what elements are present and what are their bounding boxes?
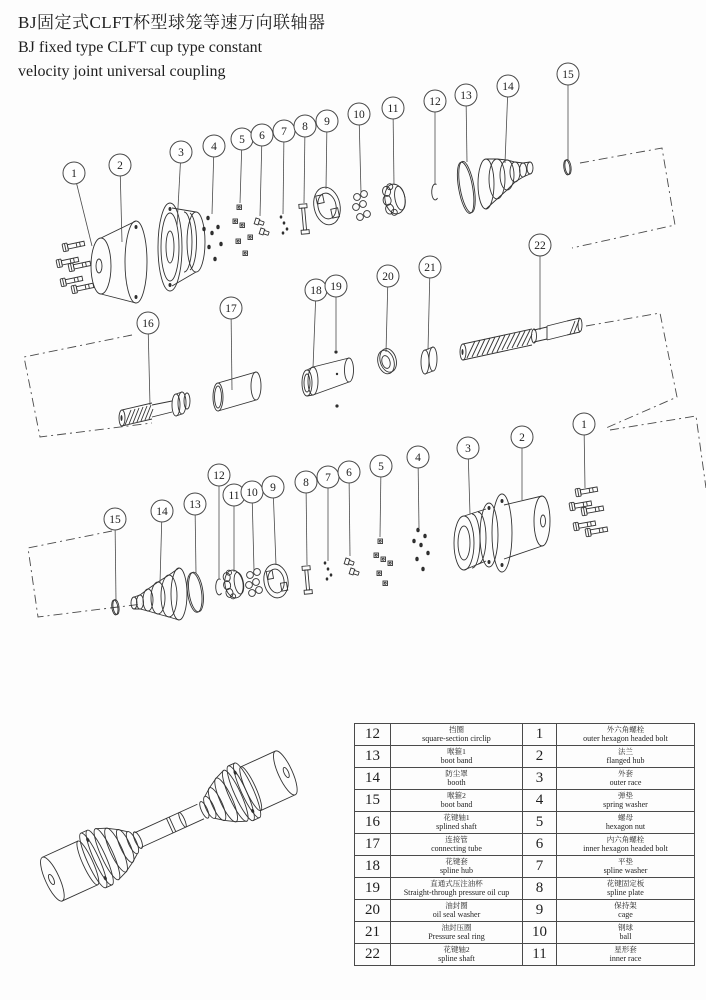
parts-table-row [355, 856, 695, 878]
callout-layer [63, 63, 595, 601]
axis-frame-middle-right [586, 313, 677, 428]
callout-number-10: 10 [353, 109, 365, 121]
part-balls-bottom [246, 569, 263, 597]
callout-number-5: 5 [378, 461, 384, 473]
callout-number-4: 4 [415, 452, 421, 464]
part-name-english: splined shaft [436, 822, 477, 832]
callout-number-10: 10 [246, 487, 258, 499]
part-name-english: outer hexagon headed bolt [583, 734, 668, 744]
part-spline-hub [302, 358, 354, 396]
callout-leader-6 [260, 135, 262, 216]
part-name [391, 790, 523, 812]
part-number: 22 [355, 944, 391, 966]
callout-number-4: 4 [211, 141, 217, 153]
parts-table-row [355, 790, 695, 812]
part-name-chinese: 内六角螺栓 [606, 835, 645, 845]
part-name-chinese: 喉箍1 [447, 747, 466, 757]
part-spline-plate-bottom [302, 566, 312, 595]
part-name [391, 746, 523, 768]
parts-table-body [355, 724, 695, 966]
part-name-chinese: 螺母 [618, 813, 633, 823]
parts-table-row [355, 724, 695, 746]
callout-leader-18 [313, 290, 316, 368]
part-name [557, 724, 695, 746]
callout-leader-10 [359, 114, 361, 193]
axis-frame-bottom-left [28, 531, 142, 617]
part-name-english: square-section circlip [422, 734, 491, 744]
callout-number-11: 11 [228, 490, 240, 502]
callout-leader-6 [349, 472, 350, 556]
axis-frame-bottom-right [610, 416, 706, 488]
part-cage-top [310, 185, 343, 228]
callout-leader-15 [115, 519, 116, 601]
part-number: 14 [355, 768, 391, 790]
part-name-english: ball [619, 932, 632, 942]
part-name-english: boot band [440, 756, 473, 766]
parts-table-row [355, 812, 695, 834]
part-connecting-tube [213, 372, 261, 411]
part-name [391, 834, 523, 856]
part-name-english: Straight-through pressure oil cup [403, 888, 510, 898]
part-hex-nuts-top [233, 205, 253, 256]
part-name-chinese: 花键轴1 [443, 813, 470, 823]
callout-leader-14 [505, 86, 508, 163]
part-bolts-bottom [569, 485, 608, 537]
part-spline-plate-top [299, 204, 310, 235]
part-pressure-seal-ring [421, 347, 437, 374]
callout-number-2: 2 [519, 432, 525, 444]
part-name-chinese: 花键套 [445, 857, 468, 867]
callout-number-20: 20 [382, 271, 394, 283]
callout-number-22: 22 [534, 240, 546, 252]
part-name-english: boot band [440, 800, 473, 810]
part-name-chinese: 外六角螺栓 [606, 725, 645, 735]
part-name [391, 922, 523, 944]
part-spline-shaft-2 [460, 318, 582, 360]
part-socket-bolts-top [254, 218, 269, 236]
part-boot-bottom [131, 568, 187, 620]
part-inner-race-top [380, 182, 407, 217]
parts-table-row [355, 944, 695, 966]
callout-number-12: 12 [429, 96, 441, 108]
parts-table-row [355, 878, 695, 900]
part-name-chinese: 法兰 [618, 747, 633, 757]
part-number: 18 [355, 856, 391, 878]
callout-number-14: 14 [502, 81, 514, 93]
callout-number-8: 8 [303, 477, 309, 489]
part-boot-top [478, 159, 533, 209]
part-name-chinese: 喉箍2 [447, 791, 466, 801]
part-boot-band1-bottom [185, 571, 206, 613]
part-number: 12 [355, 724, 391, 746]
part-circlip-top [432, 184, 438, 200]
parts-table-row [355, 746, 695, 768]
callout-number-9: 9 [270, 482, 276, 494]
callout-number-5: 5 [239, 134, 245, 146]
part-name-english: flanged hub [606, 756, 645, 766]
part-name-english: inner hexagon headed bolt [583, 844, 668, 854]
part-number: 3 [523, 768, 557, 790]
part-number: 20 [355, 900, 391, 922]
part-name-english: spline shaft [438, 954, 475, 964]
part-number: 7 [523, 856, 557, 878]
part-socket-bolts-bottom [344, 558, 359, 576]
part-name-english: spline washer [603, 866, 648, 876]
callout-number-1: 1 [71, 168, 77, 180]
part-number: 6 [523, 834, 557, 856]
callout-leader-9 [273, 487, 276, 565]
part-name-chinese: 挡圈 [449, 725, 464, 735]
part-number: 1 [523, 724, 557, 746]
part-number: 10 [523, 922, 557, 944]
part-name-english: spline plate [607, 888, 644, 898]
part-flanged-hub-bottom [492, 494, 550, 572]
callout-number-17: 17 [225, 303, 237, 315]
part-name-chinese: 连接管 [445, 835, 468, 845]
part-name [557, 856, 695, 878]
part-name-chinese: 花键固定板 [606, 879, 645, 889]
callout-number-21: 21 [424, 262, 436, 274]
part-name [557, 922, 695, 944]
part-name-chinese: 外套 [618, 769, 633, 779]
part-name-chinese: 防尘罩 [445, 769, 468, 779]
parts-table-row [355, 900, 695, 922]
parts-table-row [355, 768, 695, 790]
callout-leader-8 [304, 126, 305, 203]
parts-table-row [355, 922, 695, 944]
part-name [391, 812, 523, 834]
part-number: 21 [355, 922, 391, 944]
part-cage-bottom [261, 562, 291, 600]
part-name-english: outer race [609, 778, 642, 788]
part-number: 15 [355, 790, 391, 812]
callout-number-18: 18 [310, 285, 322, 297]
callout-number-12: 12 [213, 470, 225, 482]
part-flanged-hub-top [91, 221, 147, 303]
part-number: 8 [523, 878, 557, 900]
part-number: 19 [355, 878, 391, 900]
part-name-english: connecting tube [431, 844, 482, 854]
part-bolts-top [56, 239, 94, 293]
title-english-line1: BJ fixed type CLFT cup type constant [18, 38, 263, 56]
callout-number-7: 7 [325, 472, 331, 484]
callout-number-11: 11 [387, 103, 399, 115]
callout-number-13: 13 [460, 90, 472, 102]
callout-number-13: 13 [189, 499, 201, 511]
parts-table-row [355, 834, 695, 856]
part-name [391, 724, 523, 746]
part-name [557, 812, 695, 834]
part-washers-top [280, 215, 289, 234]
part-name [557, 746, 695, 768]
callout-number-3: 3 [465, 443, 471, 455]
part-name [557, 768, 695, 790]
part-circlip-bottom [216, 579, 222, 595]
part-oil-seal-washer [375, 347, 399, 376]
part-name [391, 768, 523, 790]
callout-leader-21 [428, 267, 430, 350]
part-balls-top [353, 191, 371, 221]
part-name [391, 944, 523, 966]
part-number: 11 [523, 944, 557, 966]
part-boot-band1-top [454, 160, 478, 214]
callout-number-3: 3 [178, 147, 184, 159]
part-name-chinese: 钢球 [618, 923, 633, 933]
part-name-chinese: 油封圈 [445, 901, 468, 911]
callout-number-9: 9 [324, 116, 330, 128]
part-name-english: spline hub [439, 866, 474, 876]
part-outer-race-top [158, 203, 205, 291]
part-inner-race-bottom [221, 568, 246, 600]
part-number: 9 [523, 900, 557, 922]
parts-table [354, 723, 695, 966]
part-number: 16 [355, 812, 391, 834]
part-name-english: cage [618, 910, 633, 920]
part-number: 2 [523, 746, 557, 768]
part-number: 13 [355, 746, 391, 768]
callout-number-6: 6 [259, 130, 265, 142]
callout-leader-7 [283, 131, 284, 214]
part-name-chinese: 平垫 [618, 857, 633, 867]
callout-number-16: 16 [142, 318, 154, 330]
part-name [391, 878, 523, 900]
callout-leader-17 [231, 308, 232, 390]
part-name-english: hexagon nut [605, 822, 646, 832]
callout-number-15: 15 [562, 69, 574, 81]
part-name [391, 900, 523, 922]
callout-leader-2 [120, 165, 122, 242]
part-name [557, 944, 695, 966]
part-name-english: Pressure seal ring [428, 932, 485, 942]
callout-number-15: 15 [109, 514, 121, 526]
callout-number-2: 2 [117, 160, 123, 172]
callout-number-19: 19 [330, 281, 342, 293]
part-name-chinese: 直通式压注油杯 [430, 879, 483, 889]
part-name-english: booth [447, 778, 466, 788]
part-oil-cup [334, 350, 338, 407]
part-name [557, 900, 695, 922]
callout-number-1: 1 [581, 419, 587, 431]
assembled-view [34, 743, 305, 910]
part-name-english: spring washer [603, 800, 648, 810]
callout-number-14: 14 [156, 506, 168, 518]
part-boot-band2-top [563, 159, 572, 175]
part-splined-shaft-1 [119, 392, 190, 426]
axis-frame-middle-left [24, 335, 152, 437]
part-washers-bottom [324, 561, 333, 580]
part-name-chinese: 弹垫 [618, 791, 633, 801]
part-outer-race-bottom [454, 503, 498, 570]
part-name [557, 790, 695, 812]
part-name [557, 834, 695, 856]
callout-number-8: 8 [302, 121, 308, 133]
axis-frame-top-right [572, 148, 675, 248]
part-name-chinese: 花键轴2 [443, 945, 470, 955]
part-name [557, 878, 695, 900]
part-name-chinese: 保持架 [614, 901, 637, 911]
callout-leader-8 [306, 482, 307, 565]
part-number: 5 [523, 812, 557, 834]
part-number: 17 [355, 834, 391, 856]
callout-leader-11 [393, 108, 394, 185]
callout-leader-10 [252, 492, 254, 570]
part-name-chinese: 星形套 [614, 945, 637, 955]
part-name-english: oil seal washer [432, 910, 481, 920]
exploded-view-middle [119, 318, 582, 426]
part-hex-nuts-bottom [374, 539, 393, 586]
part-number: 4 [523, 790, 557, 812]
callout-number-6: 6 [346, 467, 352, 479]
part-name [391, 856, 523, 878]
title-english-line2: velocity joint universal coupling [18, 62, 226, 80]
title-chinese: BJ固定式CLFT杯型球笼等速万向联轴器 [18, 13, 326, 32]
part-spring-washers-bottom [412, 528, 429, 572]
callout-leader-16 [148, 323, 150, 405]
callout-number-7: 7 [281, 126, 287, 138]
part-name-english: inner race [609, 954, 642, 964]
part-name-chinese: 油封压圈 [441, 923, 472, 933]
